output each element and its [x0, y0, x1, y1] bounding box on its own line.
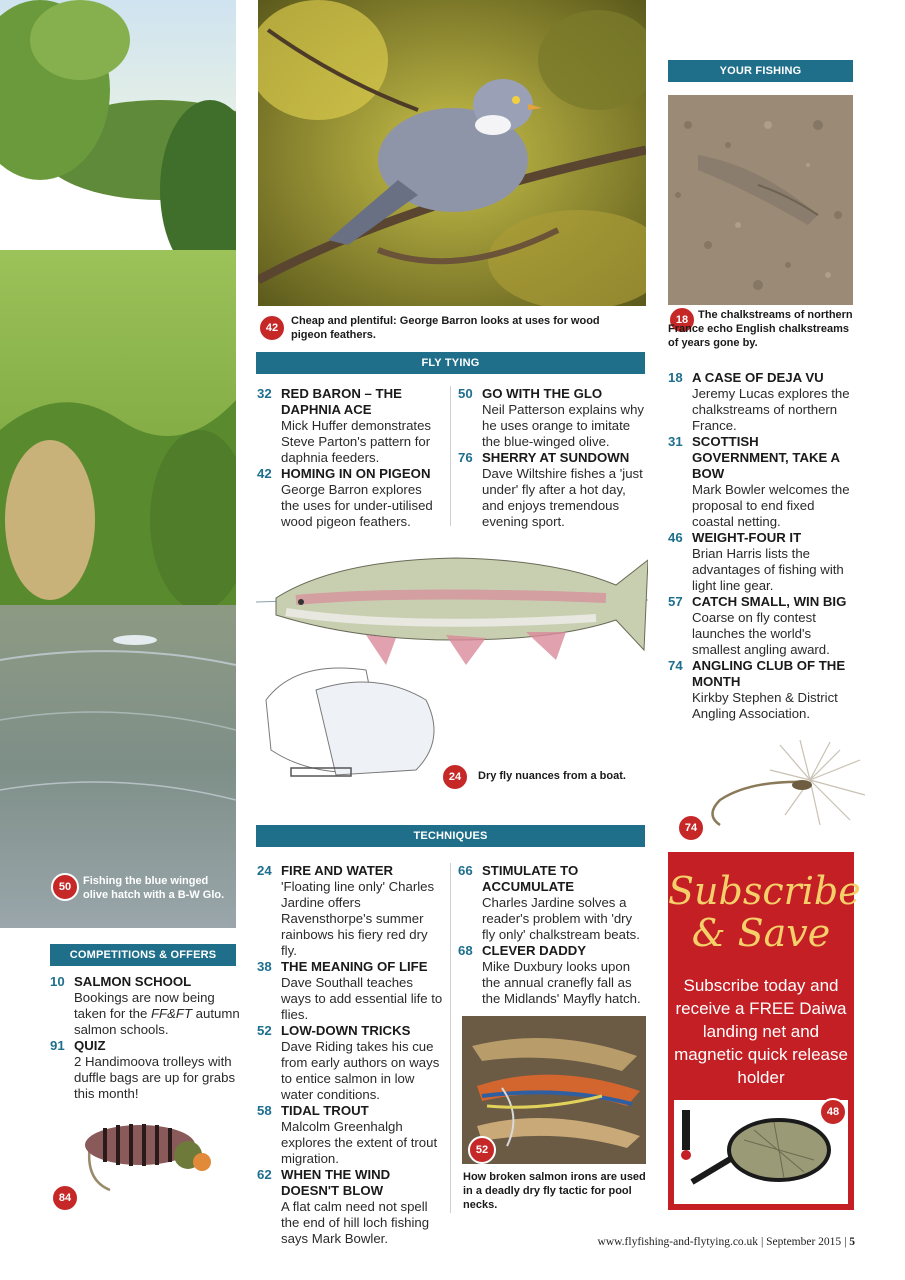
dry-fly-image — [690, 740, 870, 840]
techniques-header: TECHNIQUES — [256, 825, 645, 847]
entry-desc — [74, 990, 240, 1038]
page-number: 18 — [668, 370, 683, 385]
pigeon-photo-caption: Cheap and plentiful: George Barron looks at uses for wood pigeon feathers. — [291, 315, 600, 341]
techniques-col2 — [458, 863, 648, 1007]
dry-fly-art — [690, 740, 870, 840]
toc-entry[interactable] — [458, 943, 648, 1007]
techniques-col1 — [257, 863, 443, 1247]
entry-title: SHERRY AT SUNDOWN — [482, 450, 630, 465]
entry-title: WHEN THE WIND DOESN'T BLOW — [281, 1167, 391, 1198]
page-number: 38 — [257, 959, 272, 974]
chalkstream-caption-text: The chalkstreams of northern France echo English chalkstreams of years gone by. — [668, 309, 853, 349]
trout-badge: 24 — [441, 763, 469, 791]
page-number-footer: 5 — [849, 1236, 855, 1248]
page-number: 46 — [668, 530, 683, 545]
chalkstream-photo-art — [668, 95, 853, 305]
river-photo-badge: 50 — [51, 873, 79, 901]
toc-entry[interactable] — [458, 863, 648, 943]
toc-entry[interactable] — [50, 974, 240, 1038]
entry-title: TIDAL TROUT — [281, 1103, 369, 1118]
entry-desc: George Barron explores the uses for under-utilised wood pigeon feathers. — [281, 482, 433, 529]
column-divider — [450, 863, 451, 1213]
chalkstream-caption — [668, 308, 858, 350]
river-photo-art — [0, 0, 236, 928]
competitions-list — [50, 974, 240, 1102]
entry-title: THE MEANING OF LIFE — [281, 959, 428, 974]
entry-title: WEIGHT-FOUR IT — [692, 530, 802, 545]
entry-title: SALMON SCHOOL — [74, 974, 192, 989]
page-number: 66 — [458, 863, 473, 878]
page-number: 62 — [257, 1167, 272, 1182]
entry-desc: 'Floating line only' Charles Jardine offers Ravensthorpe's summer rainbows his fiery red dry fly. — [281, 879, 435, 958]
entry-title: FIRE AND WATER — [281, 863, 394, 878]
fly-tying-header: FLY TYING — [256, 352, 645, 374]
trout-illustration-art — [256, 540, 648, 800]
entry-title: A CASE OF DEJA VU — [692, 370, 824, 385]
page-number: 32 — [257, 386, 272, 401]
subscribe-body: Subscribe today and receive a FREE Daiwa landing net and magnetic quick release holder — [674, 976, 848, 1087]
entry-desc: Kirkby Stephen & District Angling Association. — [692, 690, 838, 721]
page-number: 68 — [458, 943, 473, 958]
entry-desc: Mick Huffer demonstrates Steve Parton's pattern for daphnia feeders. — [281, 418, 432, 465]
pigeon-photo — [258, 0, 646, 306]
your-fishing-header: YOUR FISHING — [668, 60, 853, 82]
fly-tying-col1 — [257, 386, 443, 530]
river-photo — [0, 0, 236, 928]
toc-entry[interactable] — [668, 594, 858, 658]
landing-net-badge: 48 — [819, 1098, 847, 1126]
toc-entry[interactable] — [257, 959, 443, 1023]
toc-entry[interactable] — [257, 1103, 443, 1167]
fly-tying-col2 — [458, 386, 648, 530]
entry-desc: Dave Riding takes his cue from early authors on ways to entice salmon in low water conditions. — [281, 1039, 440, 1102]
column-divider — [450, 386, 451, 526]
entry-desc: Jeremy Lucas explores the chalkstreams of northern France. — [692, 386, 850, 433]
page-number: 52 — [257, 1023, 272, 1038]
entry-title: LOW-DOWN TRICKS — [281, 1023, 411, 1038]
toc-entry[interactable] — [257, 466, 443, 530]
subscribe-box[interactable] — [668, 852, 861, 1210]
toc-entry[interactable] — [458, 386, 648, 450]
toc-entry[interactable] — [50, 1038, 240, 1102]
page-number: 57 — [668, 594, 683, 609]
trout-caption: Dry fly nuances from a boat. — [478, 770, 626, 782]
entry-title: RED BARON – THE DAPHNIA ACE — [281, 386, 402, 417]
entry-desc: Brian Harris lists the advantages of fishing with light line gear. — [692, 546, 844, 593]
entry-title: QUIZ — [74, 1038, 106, 1053]
toc-entry[interactable] — [257, 1167, 443, 1247]
competitions-header: COMPETITIONS & OFFERS — [50, 944, 236, 966]
entry-title: GO WITH THE GLO — [482, 386, 603, 401]
subscribe-title — [668, 869, 861, 955]
entry-title: STIMULATE TO ACCUMULATE — [482, 863, 579, 894]
entry-title: HOMING IN ON PIGEON — [281, 466, 431, 481]
footer-url[interactable]: www.flyfishing-and-flytying.co.uk — [597, 1236, 759, 1248]
page-number: 74 — [668, 658, 683, 673]
your-fishing-list — [668, 370, 858, 722]
toc-entry[interactable] — [668, 530, 858, 594]
entry-title: ANGLING CLUB OF THE MONTH — [692, 658, 846, 689]
salmon-flies-caption: How broken salmon irons are used in a deadly dry fly tactic for pool necks. — [463, 1171, 646, 1211]
entry-desc: Mark Bowler welcomes the proposal to end fixed coastal netting. — [692, 482, 850, 529]
nymph-fly-badge: 84 — [51, 1184, 79, 1212]
entry-desc: Neil Patterson explains why he uses orange to imitate the blue-winged olive. — [482, 402, 644, 449]
entry-desc-part: autumn salmon schools. — [74, 1006, 240, 1037]
chalkstream-photo — [668, 95, 853, 305]
river-photo-caption: Fishing the blue winged olive hatch with a B-W Glo. — [83, 875, 225, 901]
footer-separator: | — [844, 1236, 850, 1248]
toc-entry[interactable] — [257, 863, 443, 959]
subscribe-title-line2: & Save — [691, 911, 831, 955]
page-footer — [520, 1236, 855, 1248]
entry-desc: Coarse on fly contest launches the world's smallest angling award. — [692, 610, 830, 657]
entry-title: CATCH SMALL, WIN BIG — [692, 594, 847, 609]
entry-desc: Malcolm Greenhalgh explores the extent of trout migration. — [281, 1119, 438, 1166]
entry-desc-part: Bookings are now being taken for the — [74, 990, 215, 1021]
toc-entry[interactable] — [668, 658, 858, 722]
entry-title: CLEVER DADDY — [482, 943, 587, 958]
entry-desc: Mike Duxbury looks upon the annual cranefly fall as the Midlands' Mayfly hatch. — [482, 959, 641, 1006]
toc-entry[interactable] — [458, 450, 648, 530]
footer-issue: September 2015 — [766, 1236, 842, 1248]
chalkstream-badge: 18 — [668, 306, 696, 334]
dry-fly-badge: 74 — [677, 814, 705, 842]
page-number: 76 — [458, 450, 473, 465]
footer-separator: | — [760, 1236, 767, 1248]
entry-desc: Dave Southall teaches ways to add essential life to flies. — [281, 975, 443, 1022]
toc-entry[interactable] — [668, 434, 858, 530]
entry-desc-part: 2 Handimoova trolleys with duffle bags are up for grabs this month! — [74, 1054, 236, 1101]
magazine-title: FF&FT — [150, 1006, 193, 1021]
toc-entry[interactable] — [668, 370, 858, 434]
page-number: 50 — [458, 386, 473, 401]
pigeon-photo-badge: 42 — [258, 314, 286, 342]
page-number: 42 — [257, 466, 272, 481]
entry-desc: Dave Wiltshire fishes a 'just under' fly after a hot day, and enjoys tremendous evening sport. — [482, 466, 643, 529]
entry-desc: A flat calm need not spell the end of hill loch fishing says Mark Bowler. — [281, 1199, 430, 1246]
page-number: 58 — [257, 1103, 272, 1118]
page-number: 24 — [257, 863, 272, 878]
toc-entry[interactable] — [257, 386, 443, 466]
toc-entry[interactable] — [257, 1023, 443, 1103]
entry-desc — [74, 1054, 240, 1102]
pigeon-photo-art — [258, 0, 646, 306]
trout-illustration — [256, 540, 648, 800]
nymph-fly-art — [60, 1110, 220, 1205]
entry-desc: Charles Jardine solves a reader's problem with 'dry fly only' chalkstream beats. — [482, 895, 640, 942]
entry-title: SCOTTISH GOVERNMENT, TAKE A BOW — [692, 434, 840, 481]
page-number: 10 — [50, 974, 65, 989]
page-number: 91 — [50, 1038, 65, 1053]
salmon-flies-badge: 52 — [468, 1136, 496, 1164]
nymph-fly-image — [60, 1110, 220, 1205]
page-number: 31 — [668, 434, 683, 449]
subscribe-title-line1: Subscribe — [668, 869, 861, 913]
